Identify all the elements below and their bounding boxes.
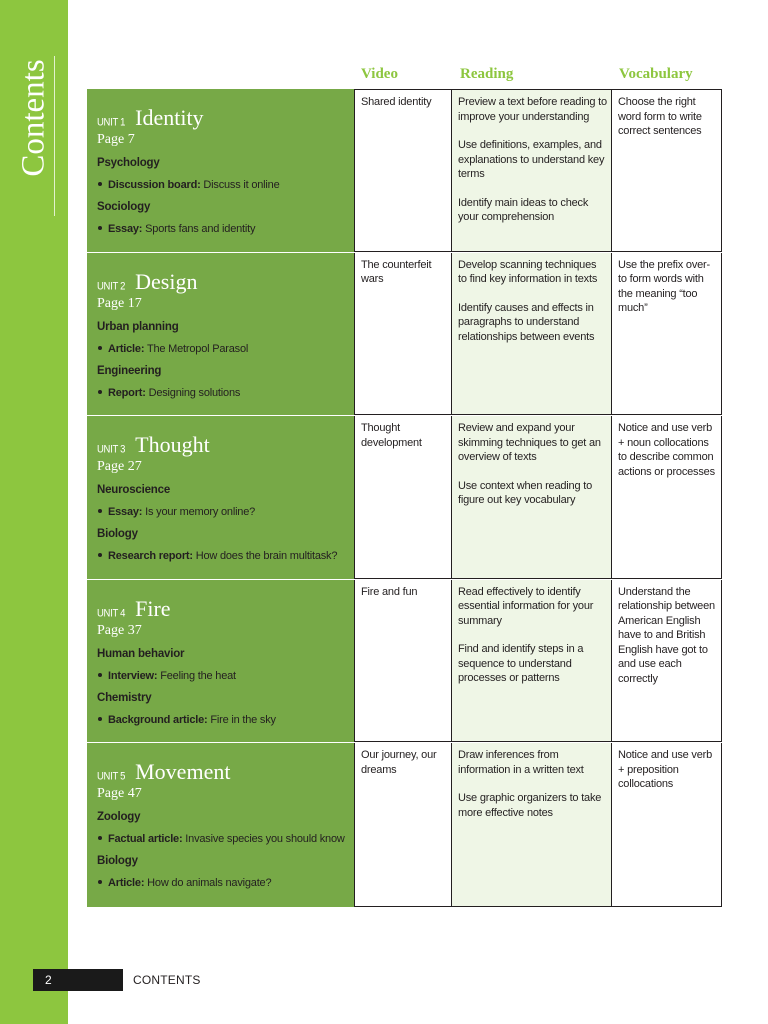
reading-cell: Preview a text before reading to improve your understanding Use definitions, examples, and explanations to understand key terms Identify main ideas to check your comprehension xyxy=(452,89,612,252)
video-cell: Our journey, our dreams xyxy=(354,743,452,907)
reading-item: Background article: Fire in the sky xyxy=(97,712,354,728)
unit-summary xyxy=(87,89,354,252)
sidebar-divider xyxy=(54,56,55,216)
reading-cell: Review and expand your skimming techniques to get an overview of texts Use context when reading to figure out key vocabulary xyxy=(452,416,612,579)
unit-page: Page 7 xyxy=(97,132,135,147)
subject-label: Zoology xyxy=(97,811,141,823)
unit-row-1 xyxy=(87,89,722,253)
unit-label: UNIT 1 xyxy=(97,116,126,129)
bullet-icon xyxy=(98,553,102,557)
subject-label: Biology xyxy=(97,528,138,540)
vocabulary-cell: Notice and use verb + noun collocations to describe common actions or processes xyxy=(612,416,722,579)
reading-cell: Develop scanning techniques to find key information in texts Identify causes and effects in paragraphs to understand relationships between events xyxy=(452,253,612,416)
unit-page: Page 37 xyxy=(97,622,142,638)
subject-label: Neuroscience xyxy=(97,484,171,496)
subject-label: Chemistry xyxy=(97,691,152,704)
bullet-icon xyxy=(98,390,102,394)
bullet-icon xyxy=(98,182,102,186)
reading-item: Report: Designing solutions xyxy=(97,385,354,401)
reading-cell: Read effectively to identify essential information for your summary Find and identify steps in a sequence to understand processes or patterns xyxy=(452,580,612,743)
bullet-icon xyxy=(98,717,102,721)
footer-label: CONTENTS xyxy=(133,973,201,987)
subject-label: Biology xyxy=(97,855,138,867)
unit-row-3 xyxy=(87,416,722,580)
unit-title: Identity xyxy=(135,105,204,130)
video-cell: The counterfeit wars xyxy=(354,253,452,416)
reading-item: Essay: Is your memory online? xyxy=(97,504,354,520)
column-header-reading: Reading xyxy=(460,66,514,82)
bullet-icon xyxy=(98,509,102,513)
unit-page: Page 47 xyxy=(97,786,142,801)
vocabulary-cell: Understand the relationship between American English have to and British English have got to and use each correctly xyxy=(612,580,722,743)
unit-title: Movement xyxy=(135,759,231,784)
unit-label: UNIT 3 xyxy=(97,443,126,456)
unit-label: UNIT 4 xyxy=(97,606,126,620)
unit-summary xyxy=(87,416,354,579)
bullet-icon xyxy=(98,346,102,350)
bullet-icon xyxy=(98,836,102,840)
page-number-box xyxy=(33,969,123,991)
subject-label: Sociology xyxy=(97,201,151,213)
video-cell: Thought development xyxy=(354,416,452,579)
reading-item: Factual article: Invasive species you should know xyxy=(97,831,354,847)
subject-label: Psychology xyxy=(97,157,160,169)
video-cell: Shared identity xyxy=(354,89,452,252)
page-number: 2 xyxy=(45,973,52,987)
column-header-vocabulary: Vocabulary xyxy=(619,66,693,82)
vocabulary-cell: Use the prefix over- to form words with the meaning “too much” xyxy=(612,253,722,416)
subject-label: Urban planning xyxy=(97,320,179,333)
reading-item: Article: How do animals navigate? xyxy=(97,875,354,891)
sidebar xyxy=(0,0,68,1024)
reading-item: Discussion board: Discuss it online xyxy=(97,177,354,193)
unit-title: Thought xyxy=(135,432,210,457)
reading-item: Article: The Metropol Parasol xyxy=(97,341,354,357)
bullet-icon xyxy=(98,226,102,230)
unit-row-4 xyxy=(87,580,722,744)
unit-summary xyxy=(87,580,354,743)
unit-title: Design xyxy=(135,268,198,294)
unit-summary xyxy=(87,253,354,416)
column-header-video: Video xyxy=(361,66,398,82)
bullet-icon xyxy=(98,673,102,677)
unit-page: Page 17 xyxy=(97,295,142,311)
reading-item: Interview: Feeling the heat xyxy=(97,668,354,684)
contents-title: Contents xyxy=(15,59,52,177)
video-cell: Fire and fun xyxy=(354,580,452,743)
unit-row-2 xyxy=(87,253,722,417)
unit-label: UNIT 2 xyxy=(97,279,126,293)
subject-label: Human behavior xyxy=(97,647,185,660)
unit-page: Page 27 xyxy=(97,459,142,474)
unit-title: Fire xyxy=(135,595,171,621)
reading-cell: Draw inferences from information in a written text Use graphic organizers to take more effective notes xyxy=(452,743,612,907)
bullet-icon xyxy=(98,880,102,884)
unit-label: UNIT 5 xyxy=(97,770,126,783)
reading-item: Research report: How does the brain multitask? xyxy=(97,548,354,564)
unit-summary xyxy=(87,743,354,907)
vocabulary-cell: Notice and use verb + preposition collocations xyxy=(612,743,722,907)
contents-table xyxy=(87,89,722,907)
reading-item: Essay: Sports fans and identity xyxy=(97,221,354,237)
subject-label: Engineering xyxy=(97,364,162,377)
vocabulary-cell: Choose the right word form to write correct sentences xyxy=(612,89,722,252)
unit-row-5 xyxy=(87,743,722,907)
